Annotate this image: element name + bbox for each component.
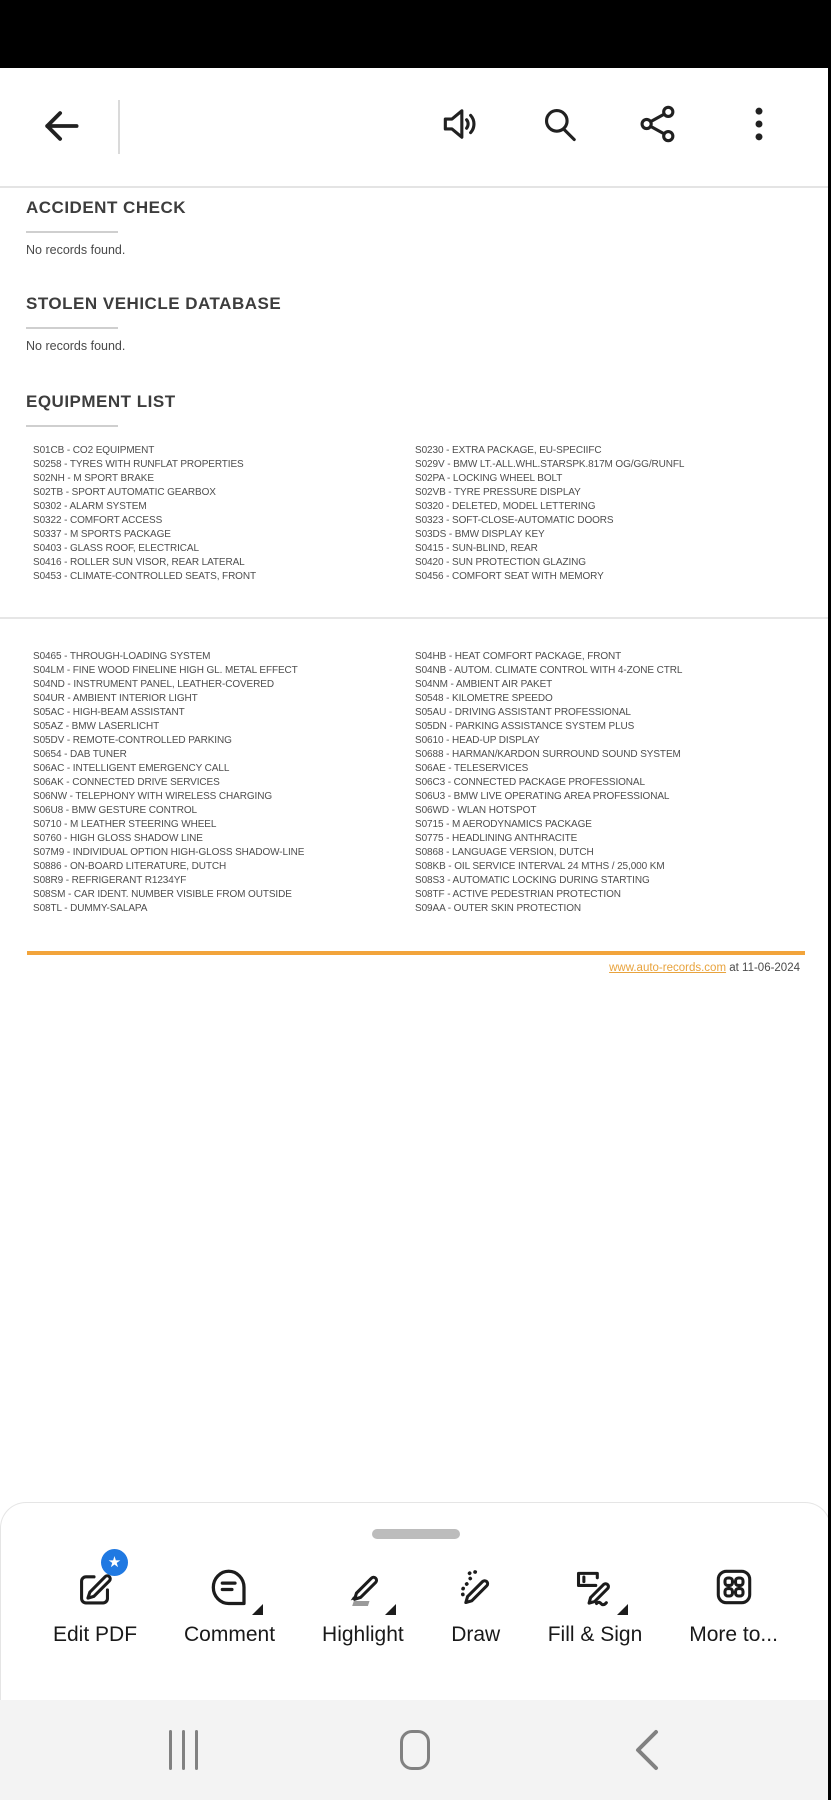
tool-label: Highlight [322, 1623, 404, 1646]
tool-label: Fill & Sign [547, 1623, 643, 1646]
equipment-item: S03DS - BMW DISPLAY KEY [415, 529, 545, 540]
toolbar-divider [118, 100, 120, 154]
share-icon[interactable] [636, 102, 680, 146]
read-aloud-icon[interactable] [438, 102, 482, 146]
equipment-item: S06AK - CONNECTED DRIVE SERVICES [33, 777, 220, 788]
equipment-item: S06WD - WLAN HOTSPOT [415, 805, 537, 816]
dropdown-triangle-icon [617, 1604, 628, 1615]
equipment-item: S08KB - OIL SERVICE INTERVAL 24 MTHS / 25,000 KM [415, 861, 665, 872]
equipment-item: S02PA - LOCKING WHEEL BOLT [415, 473, 563, 484]
equipment-item: S06C3 - CONNECTED PACKAGE PROFESSIONAL [415, 777, 645, 788]
more-tools-icon [711, 1564, 757, 1610]
equipment-item: S0868 - LANGUAGE VERSION, DUTCH [415, 847, 594, 858]
equipment-item: S0258 - TYRES WITH RUNFLAT PROPERTIES [33, 459, 244, 470]
equipment-item: S0610 - HEAD-UP DISPLAY [415, 735, 540, 746]
equipment-item: S0775 - HEADLINING ANTHRACITE [415, 833, 578, 844]
nav-recents-button[interactable] [123, 1700, 243, 1800]
equipment-item: S08S3 - AUTOMATIC LOCKING DURING STARTING [415, 875, 650, 886]
equipment-item: S0688 - HARMAN/KARDON SURROUND SOUND SYSTEM [415, 749, 681, 760]
heading-rule [26, 425, 118, 427]
equipment-item: S0403 - GLASS ROOF, ELECTRICAL [33, 543, 199, 554]
auto-records-link[interactable]: www.auto-records.com [609, 962, 727, 974]
nav-back-button[interactable] [587, 1700, 707, 1800]
equipment-item: S08R9 - REFRIGERANT R1234YF [33, 875, 187, 886]
report-footer [27, 962, 800, 974]
app-toolbar [0, 68, 831, 188]
equipment-item: S07M9 - INDIVIDUAL OPTION HIGH-GLOSS SHADOW-LINE [33, 847, 305, 858]
equipment-item: S05AC - HIGH-BEAM ASSISTANT [33, 707, 185, 718]
tools-row [53, 1554, 778, 1647]
tool-label: Comment [184, 1623, 276, 1646]
equipment-item: S04LM - FINE WOOD FINELINE HIGH GL. METAL EFFECT [33, 665, 298, 676]
dropdown-triangle-icon [252, 1604, 263, 1615]
equipment-item: S08TL - DUMMY-SALAPA [33, 903, 148, 914]
edit-pdf-button[interactable] [53, 1554, 138, 1647]
equipment-item: S05AU - DRIVING ASSISTANT PROFESSIONAL [415, 707, 631, 718]
comment-button[interactable] [184, 1561, 275, 1647]
equipment-column-1-right [415, 444, 815, 584]
equipment-item: S05AZ - BMW LASERLICHT [33, 721, 160, 732]
footer-date: at 11-06-2024 [726, 962, 800, 974]
equipment-item: S0760 - HIGH GLOSS SHADOW LINE [33, 833, 203, 844]
page-break-divider [0, 617, 831, 619]
equipment-item: S0337 - M SPORTS PACKAGE [33, 529, 171, 540]
equipment-column-2-right [415, 650, 815, 916]
equipment-item: S06AE - TELESERVICES [415, 763, 529, 774]
nav-home-button[interactable] [355, 1700, 475, 1800]
equipment-item: S04HB - HEAT COMFORT PACKAGE, FRONT [415, 651, 622, 662]
draw-button[interactable] [451, 1561, 501, 1647]
equipment-item: S01CB - CO2 EQUIPMENT [33, 445, 155, 456]
section-title-accident-check: ACCIDENT CHECK [26, 198, 186, 217]
premium-star-badge: ★ [101, 1549, 128, 1576]
equipment-item: S0302 - ALARM SYSTEM [33, 501, 147, 512]
heading-rule [26, 327, 118, 329]
back-arrow-icon[interactable] [39, 104, 83, 148]
equipment-item: S0465 - THROUGH-LOADING SYSTEM [33, 651, 211, 662]
equipment-item: S0322 - COMFORT ACCESS [33, 515, 163, 526]
equipment-item: S0886 - ON-BOARD LITERATURE, DUTCH [33, 861, 227, 872]
equipment-item: S0548 - KILOMETRE SPEEDO [415, 693, 553, 704]
equipment-item: S06NW - TELEPHONY WITH WIRELESS CHARGING [33, 791, 273, 802]
equipment-item: S0453 - CLIMATE-CONTROLLED SEATS, FRONT [33, 571, 256, 582]
dropdown-triangle-icon [385, 1604, 396, 1615]
equipment-item: S0710 - M LEATHER STEERING WHEEL [33, 819, 217, 830]
highlight-icon [340, 1564, 386, 1610]
equipment-item: S0416 - ROLLER SUN VISOR, REAR LATERAL [33, 557, 245, 568]
equipment-item: S0320 - DELETED, MODEL LETTERING [415, 501, 596, 512]
stolen-vehicle-result: No records found. [26, 339, 126, 353]
heading-rule [26, 231, 118, 233]
section-title-equipment-list: EQUIPMENT LIST [26, 392, 176, 411]
highlight-button[interactable] [322, 1561, 404, 1647]
fill-sign-icon [572, 1564, 618, 1610]
equipment-item: S06U8 - BMW GESTURE CONTROL [33, 805, 197, 816]
nav-back-icon [634, 1728, 660, 1772]
search-icon[interactable] [537, 102, 581, 146]
draw-icon [453, 1564, 499, 1610]
equipment-column-1-left [33, 444, 408, 584]
equipment-item: S04NM - AMBIENT AIR PAKET [415, 679, 553, 690]
sheet-drag-handle[interactable] [372, 1529, 460, 1539]
equipment-item: S09AA - OUTER SKIN PROTECTION [415, 903, 582, 914]
equipment-item: S06AC - INTELLIGENT EMERGENCY CALL [33, 763, 230, 774]
equipment-item: S04NB - AUTOM. CLIMATE CONTROL WITH 4-ZONE CTRL [415, 665, 683, 676]
section-title-stolen-vehicle: STOLEN VEHICLE DATABASE [26, 294, 282, 313]
comment-icon [207, 1564, 253, 1610]
equipment-item: S02TB - SPORT AUTOMATIC GEARBOX [33, 487, 216, 498]
equipment-item: S0654 - DAB TUNER [33, 749, 127, 760]
recents-icon [169, 1730, 198, 1770]
tool-label: Draw [451, 1623, 501, 1646]
equipment-item: S0323 - SOFT-CLOSE-AUTOMATIC DOORS [415, 515, 614, 526]
bottom-tool-sheet [0, 1502, 831, 1700]
equipment-item: S04UR - AMBIENT INTERIOR LIGHT [33, 693, 198, 704]
equipment-item: S06U3 - BMW LIVE OPERATING AREA PROFESSIONAL [415, 791, 670, 802]
equipment-item: S04ND - INSTRUMENT PANEL, LEATHER-COVERED [33, 679, 274, 690]
tool-label: Edit PDF [53, 1623, 138, 1646]
tool-label: More to... [689, 1623, 778, 1646]
home-icon [400, 1730, 430, 1770]
equipment-item: S05DV - REMOTE-CONTROLLED PARKING [33, 735, 232, 746]
equipment-item: S02VB - TYRE PRESSURE DISPLAY [415, 487, 581, 498]
equipment-item: S029V - BMW LT.-ALL.WHL.STARSPK.817M OG/GG/RUNFL [415, 459, 685, 470]
equipment-column-2-left [33, 650, 408, 916]
accident-check-result: No records found. [26, 243, 126, 257]
equipment-item: S02NH - M SPORT BRAKE [33, 473, 154, 484]
status-bar [0, 0, 831, 68]
overflow-menu-icon[interactable] [737, 102, 781, 146]
equipment-item: S08SM - CAR IDENT. NUMBER VISIBLE FROM OUTSIDE [33, 889, 292, 900]
equipment-item: S0715 - M AERODYNAMICS PACKAGE [415, 819, 592, 830]
more-tools-button[interactable] [689, 1561, 778, 1647]
equipment-item: S0456 - COMFORT SEAT WITH MEMORY [415, 571, 604, 582]
equipment-item: S0420 - SUN PROTECTION GLAZING [415, 557, 586, 568]
fill-sign-button[interactable] [548, 1561, 643, 1647]
equipment-item: S0415 - SUN-BLIND, REAR [415, 543, 538, 554]
equipment-item: S08TF - ACTIVE PEDESTRIAN PROTECTION [415, 889, 621, 900]
report-footer-rule [27, 951, 805, 955]
equipment-item: S05DN - PARKING ASSISTANCE SYSTEM PLUS [415, 721, 635, 732]
android-nav-bar [0, 1700, 831, 1800]
equipment-item: S0230 - EXTRA PACKAGE, EU-SPECIIFC [415, 445, 602, 456]
